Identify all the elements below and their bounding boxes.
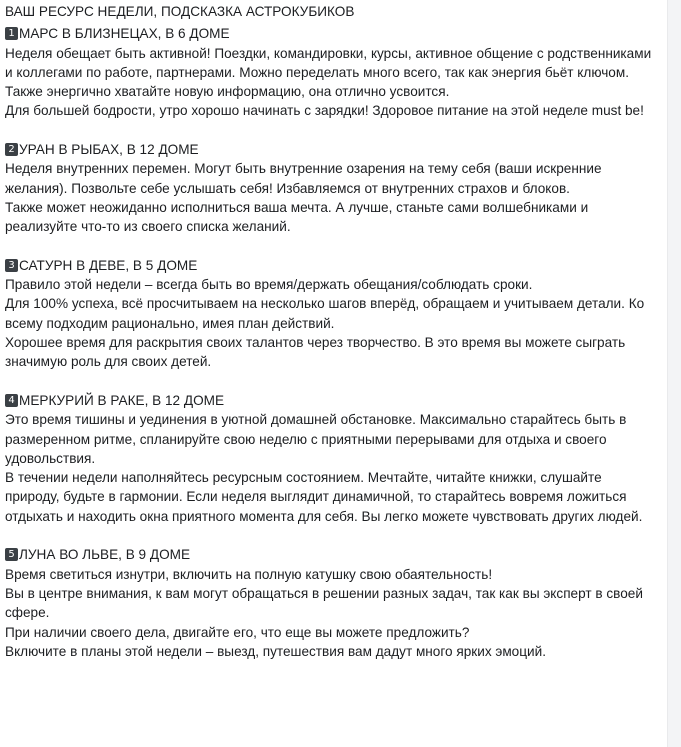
section-4 — [5, 391, 655, 526]
section-heading — [5, 256, 655, 275]
number-1-keycap-icon: 1 — [5, 27, 18, 40]
number-3-keycap-icon: 3 — [5, 259, 18, 272]
section-paragraph: Также может неожиданно исполниться ваша мечта. А лучше, станьте сами волшебниками и реализуйте что-то из своего списка желаний. — [5, 199, 589, 235]
section-paragraph: При наличии своего дела, двигайте его, что еще вы можете предложить? — [5, 624, 470, 640]
number-2-keycap-icon: 2 — [5, 143, 18, 156]
section-paragraph: Время светиться изнутри, включить на полную катушку свою обаятельность! — [5, 566, 493, 582]
section-heading — [5, 545, 655, 564]
section-paragraph: Вы в центре внимания, к вам могут обращаться в решении разных задач, так как вы эксперт в своей сфере. — [5, 585, 643, 621]
post-title: ВАШ РЕСУРС НЕДЕЛИ, ПОДСКАЗКА АСТРОКУБИКОВ — [5, 4, 355, 19]
section-paragraph: Для большей бодрости, утро хорошо начинать с зарядки! Здоровое питание на этой неделе must be! — [5, 103, 644, 119]
section-5 — [5, 545, 655, 661]
section-1 — [5, 24, 655, 120]
section-paragraph: Неделя обещает быть активной! Поездки, командировки, курсы, активное общение с родственниками и коллегами по работе, партнерами. Можно переделать много всего, так как энергия бьёт ключом. Также энергично хватайте новую информацию, она отлично усвоится. — [5, 45, 652, 100]
section-heading-text: МЕРКУРИЙ В РАКЕ, В 12 ДОМЕ — [19, 392, 225, 408]
section-paragraph: Хорошее время для раскрытия своих талантов через творчество. В это время вы можете сыграть значимую роль для своих детей. — [5, 335, 626, 370]
section-paragraph: Правило этой недели – всегда быть во время/держать обещания/соблюдать сроки. — [5, 277, 533, 293]
section-paragraph: В течении недели наполняйтесь ресурсным состоянием. Мечтайте, читайте книжки, слушайте природу, будьте в гармонии. Если неделя выглядит динамичной, то старайтесь вовремя ложиться отдыхать и находить окна приятного момента для себя. Вы легко можете чувствовать других людей. — [5, 470, 643, 524]
section-heading — [5, 140, 655, 159]
section-heading — [5, 24, 655, 43]
vertical-scrollbar[interactable] — [667, 0, 681, 747]
section-heading-text: ЛУНА ВО ЛЬВЕ, В 9 ДОМЕ — [19, 547, 191, 563]
section-paragraph: Это время тишины и уединения в уютной домашней обстановке. Максимально старайтесь быть в размеренном ритме, спланируйте свою неделю с приятными перерывами для отдыха и своего удовольствия. — [5, 412, 627, 466]
section-3 — [5, 256, 655, 372]
number-5-keycap-icon: 5 — [5, 548, 18, 561]
section-heading — [5, 391, 655, 410]
section-paragraph: Неделя внутренних перемен. Могут быть внутренние озарения на тему себя (ваши искренние желания). Позвольте себе услышать себя! Избавляемся от внутренних страхов и блоков. — [5, 161, 602, 196]
section-heading-text: МАРС В БЛИЗНЕЦАХ, В 6 ДОМЕ — [19, 26, 230, 42]
section-paragraph: Для 100% успеха, всё просчитываем на несколько шагов вперёд, обращаем и учитываем детали. Ко всему подходим рационально, имея план действий. — [5, 296, 645, 331]
section-heading-text: САТУРН В ДЕВЕ, В 5 ДОМЕ — [19, 257, 198, 273]
number-4-keycap-icon: 4 — [5, 394, 18, 407]
section-heading-text: УРАН В РЫБАХ, В 12 ДОМЕ — [19, 142, 199, 158]
section-paragraph: Включите в планы этой недели – выезд, путешествия вам дадут много ярких эмоций. — [5, 643, 546, 659]
section-2 — [5, 140, 655, 236]
